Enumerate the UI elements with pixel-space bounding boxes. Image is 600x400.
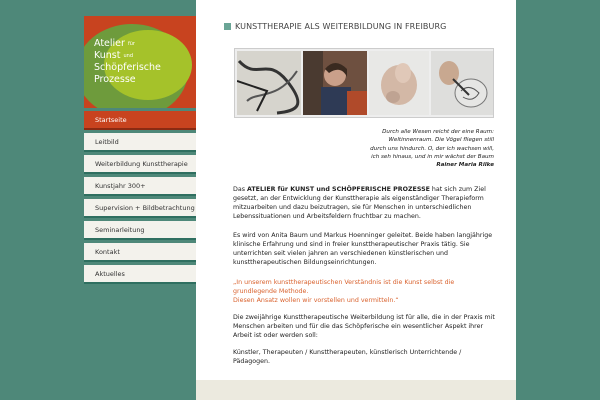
- main-content: [196, 0, 516, 400]
- rilke-quote: Durch alle Wesen reicht der eine Raum: Weltinnenraum. Die Vögel fliegen still durch uns hindurch. O, der ich wachsen will, ich seh hinaus, und in mir wächst der Baum Rainer Maria Rilke: [274, 128, 494, 169]
- intro-paragraph: Das ATELIER für KUNST und SCHÖPFERISCHE PROZESSE hat sich zum Ziel gesetzt, an der Entwicklung der Kunsttherapie als eigenständiger Therapieform mitzuarbeiten und dazu beizutragen, sie für Menschen in unterschiedlichen Lebenssituationen und Arbeitsfeldern fruchtbar zu machen.: [233, 186, 486, 220]
- nav-item-leitbild[interactable]: Leitbild: [84, 133, 196, 152]
- drawing-illustration: [237, 51, 301, 115]
- sketching-hand-illustration: [431, 51, 493, 115]
- photo-strip: [234, 48, 494, 118]
- nav-item-weiterbildung[interactable]: Weiterbildung Kunsttherapie: [84, 155, 196, 174]
- audience-list-paragraph: Künstler, Therapeuten / Kunsttherapeuten, künstlerisch Unterrichtende / Pädagogen.: [233, 349, 462, 365]
- hand-clay-illustration: [369, 51, 429, 115]
- atelier-logo[interactable]: [84, 16, 196, 108]
- photo-sketching-hand: [431, 51, 493, 115]
- page-title: KUNSTTHERAPIE ALS WEITERBILDUNG IN FREIBURG: [224, 22, 446, 31]
- intro-bold-name: ATELIER für KUNST und SCHÖPFERISCHE PROZESSE: [247, 186, 430, 193]
- nav-item-kontakt[interactable]: Kontakt: [84, 243, 196, 262]
- quote-author: Rainer Maria Rilke: [436, 162, 494, 169]
- nav-item-aktuelles[interactable]: Aktuelles: [84, 265, 196, 284]
- bullet-square-icon: [224, 23, 231, 30]
- photo-hand-clay: [369, 51, 429, 115]
- content-footer-strip: [196, 380, 516, 400]
- left-column: [84, 16, 196, 400]
- target-group-paragraph: Die zweijährige Kunsttherapeutische Weiterbildung ist für alle, die in der Praxis mit Menschen arbeiten und für die das Schöpferische ein wesentlicher Aspekt ihrer Arbeit ist oder werden soll:: [233, 314, 495, 339]
- photo-person-painting: [303, 51, 367, 115]
- nav-item-supervision[interactable]: Supervision + Bildbetrachtung: [84, 199, 196, 218]
- logo-text: Atelier $^{für}$ Kunst $^{und}$ Schöpferische Prozesse: [94, 38, 161, 85]
- person-painting-illustration: [303, 51, 367, 115]
- approach-quote-paragraph: „In unserem kunsttherapeutischen Verständnis ist die Kunst selbst die grundlegende Methode. Diesen Ansatz wollen wir vorstellen und vermitteln.“: [233, 279, 455, 304]
- leaders-paragraph: Es wird von Anita Baum und Markus Hoenninger geleitet. Beide haben langjährige klinische Erfahrung und sind in freier kunsttherapeutischer Praxis tätig. Sie unterrichten seit vielen jahren an verschiedenen künstlerischen und kunsttherapeutischen Bildungseinrichtungen.: [233, 232, 493, 266]
- photo-drawing: [237, 51, 301, 115]
- main-navigation: [84, 111, 196, 287]
- nav-item-seminarleitung[interactable]: Seminarleitung: [84, 221, 196, 240]
- nav-item-startseite[interactable]: Startseite: [84, 111, 196, 130]
- nav-item-kunstjahr[interactable]: Kunstjahr 300+: [84, 177, 196, 196]
